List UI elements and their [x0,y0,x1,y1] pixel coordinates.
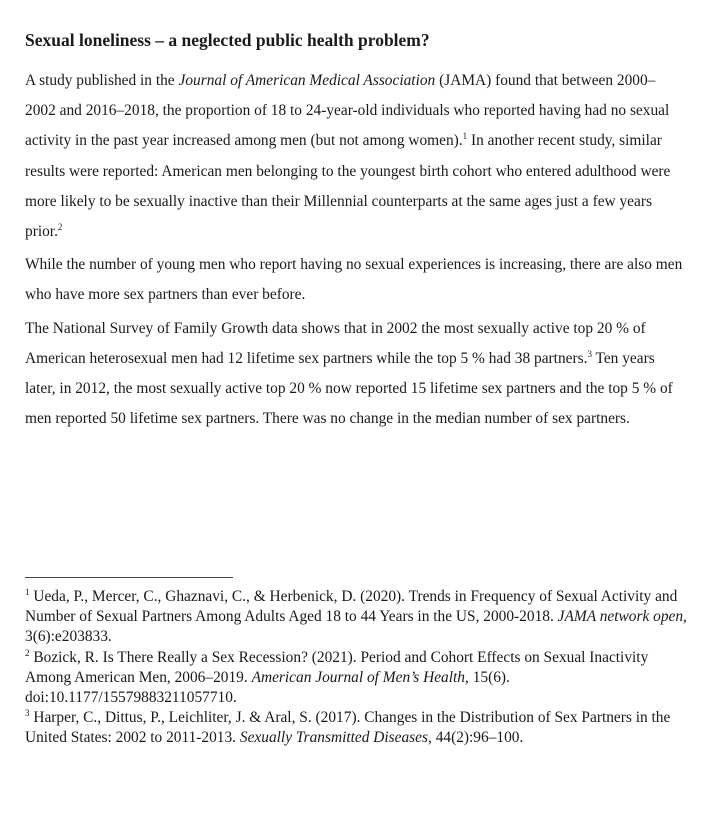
paragraph-3 [25,314,685,435]
paragraph-1-intro: A study published in the [25,72,179,89]
paragraph-1-body: (JAMA) found that between 2000–2002 and 2016–2018, the proportion of 18 to 24-year-old individuals who reported having had no sexual activity in the past year increased among men (but not among women). [25,72,670,150]
footnote-citation: 3(6):e203833. [25,628,112,646]
footnote-citation: 44(2):96–100. [431,729,524,747]
paragraph-1 [25,66,685,247]
footnote-citation: 15(6). doi:10.1177/15579883211057710. [25,668,510,707]
footnote-text: Harper, C., Dittus, P., Leichliter, J. & Aral, S. (2017). Changes in the Distribution of Sex Partners in the United States: 2002 to 2011-2013. [25,709,671,747]
footnote-number: 1 [25,587,30,597]
footnote-ref-3[interactable]: 3 [587,348,592,359]
journal-name: Journal of American Medical Association [178,72,436,89]
footnote-3 [25,708,690,748]
article-title: Sexual loneliness – a neglected public health problem? [25,30,430,50]
footnotes [25,587,690,749]
footnote-number: 2 [25,647,30,658]
footnote-divider [25,577,233,578]
footnote-number: 3 [25,708,30,719]
footnote-text: Ueda, P., Mercer, C., Ghaznavi, C., & Herbenick, D. (2020). Trends in Frequency of Sexual Activity and Number of Sexual Partners Among Adults Aged 18 to 44 Years in the US, 2000-2018. [25,588,678,626]
footnote-1 [25,587,690,648]
footnote-journal: Sexually Transmitted Diseases, [239,729,432,747]
paragraph-3-intro: The National Survey of Family Growth data shows that in 2002 the most sexually active top 20 % of American heterosexual men had 12 lifetime sex partners while the top 5 % had 38 partners. [25,319,646,367]
paragraph-1-continuation: In another recent study, similar results were reported: American men belonging to the youngest birth cohort who entered adulthood were more likely to be sexually inactive than their Millennial counterparts at the same ages just a few years prior. [25,132,671,241]
footnote-2 [25,648,690,709]
footnote-journal: JAMA network open, [557,608,687,626]
paragraph-2: While the number of young men who report having no sexual experiences is increasing, there are also men who have more sex partners than ever before. [25,256,683,304]
footnote-ref-2[interactable]: 2 [57,222,63,233]
footnote-journal: American Journal of Men’s Health, [251,668,469,686]
footnote-ref-1[interactable]: 1 [462,131,468,142]
paragraph-3-body: Ten years later, in 2012, the most sexually active top 20 % now reported 15 lifetime sex partners and the top 5 % of men reported 50 lifetime sex partners. There was no change in the median number of sex partners. [25,349,673,428]
footnote-text: Bozick, R. Is There Really a Sex Recession? (2021). Period and Cohort Effects on Sexual Inactivity Among American Men, 2006–2019. [25,648,649,686]
